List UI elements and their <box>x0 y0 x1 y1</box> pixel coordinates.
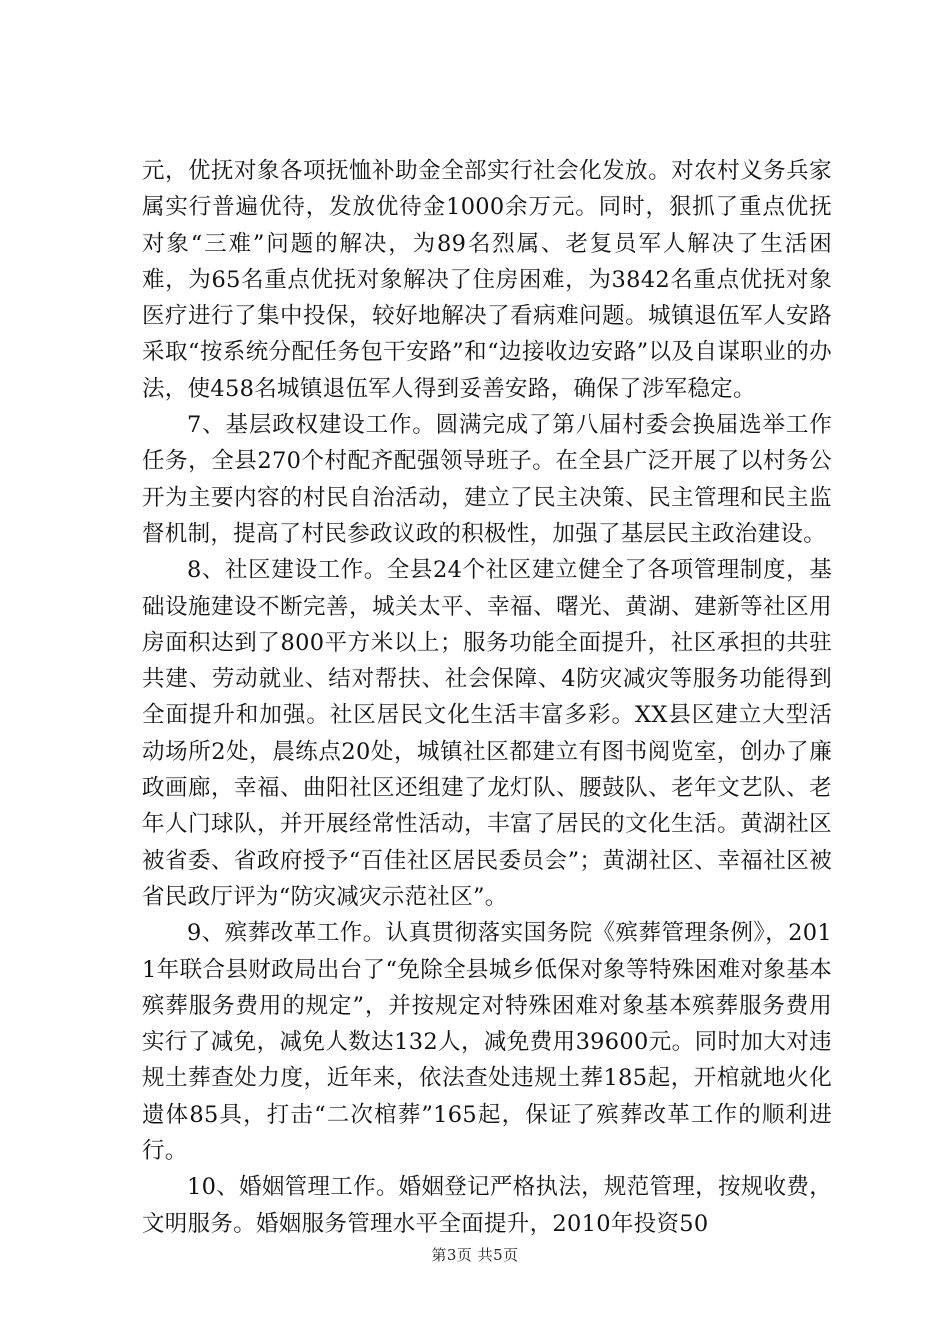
paragraph-4: 9、殡葬改革工作。认真贯彻落实国务院《殡葬管理条例》，2011年联合县财政局出台了“免除全县城乡低保对象等特殊困难对象基本殡葬服务费用的规定”，并按规定对特殊困难对象基本殡葬服务费用实行了减免，减免人数达132人，减免费用39600元。同时加大对违规土葬查处力度，近年来，依法查处违规土葬185起，开棺就地火化遗体85具，打击“二次棺葬”165起，保证了殡葬改革工作的顺利进行。 <box>142 920 832 1165</box>
document-body <box>142 153 832 1242</box>
paragraph-3: 8、社区建设工作。全县24个社区建立健全了各项管理制度，基础设施建设不断完善，城关太平、幸福、曙光、黄湖、建新等社区用房面积达到了800平方米以上；服务功能全面提升，社区承担的共驻共建、劳动就业、结对帮扶、社会保障、4防灾减灾等服务功能得到全面提升和加强。社区居民文化生活丰富多彩。XX县区建立大型活动场所2处，晨练点20处，城镇社区都建立有图书阅览室，创办了廉政画廊，幸福、曲阳社区还组建了龙灯队、腰鼓队、老年文艺队、老年人门球队，并开展经常性活动，丰富了居民的文化生活。黄湖社区被省委、省政府授予“百佳社区居民委员会”；黄湖社区、幸福社区被省民政厅评为“防灾减灾示范社区”。 <box>142 557 832 910</box>
page-number-footer: 第3页 共5页 <box>431 1246 519 1264</box>
paragraph-5: 10、婚姻管理工作。婚姻登记严格执法，规范管理，按规收费，文明服务。婚姻服务管理水平全面提升，2010年投资50 <box>142 1174 832 1237</box>
paragraph-2: 7、基层政权建设工作。圆满完成了第八届村委会换届选举工作任务，全县270个村配齐配强领导班子。在全县广泛开展了以村务公开为主要内容的村民自治活动，建立了民主决策、民主管理和民主监督机制，提高了村民参政议政的积极性，加强了基层民主政治建设。 <box>142 412 832 547</box>
paragraph-1: 元，优抚对象各项抚恤补助金全部实行社会化发放。对农村义务兵家属实行普遍优待，发放优待金1000余万元。同时，狠抓了重点优抚对象“三难”问题的解决，为89名烈属、老复员军人解决了生活困难，为65名重点优抚对象解决了住房困难，为3842名重点优抚对象医疗进行了集中投保，较好地解决了看病难问题。城镇退伍军人安路采取“按系统分配任务包干安路”和“边接收边安路”以及自谋职业的办法，使458名城镇退伍军人得到妥善安路，确保了涉军稳定。 <box>142 158 832 402</box>
